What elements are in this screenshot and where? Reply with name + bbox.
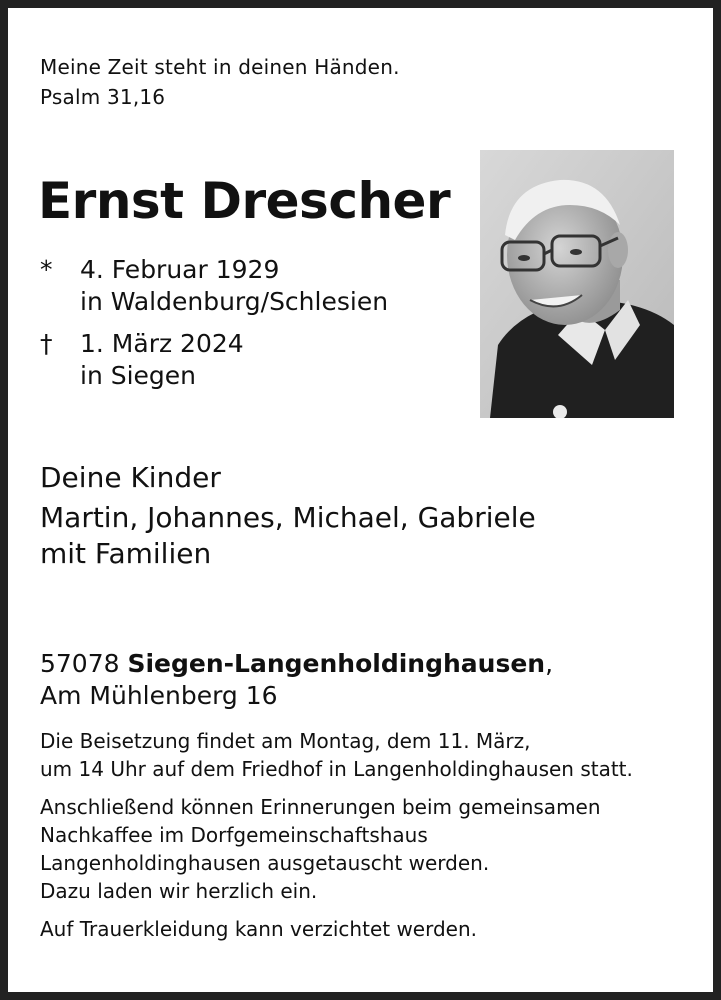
portrait-photo: [480, 150, 674, 418]
verse-reference: Psalm 31,16: [40, 85, 166, 109]
birth-date: 4. Februar 1929: [80, 255, 280, 284]
gathering-line-4: Dazu laden wir herzlich ein.: [40, 879, 318, 903]
mourners: [40, 460, 536, 572]
attire-note: Auf Trauerkleidung kann verzichtet werden.: [40, 917, 478, 941]
funeral-line-2: um 14 Uhr auf dem Friedhof in Langenholdinghausen statt.: [40, 757, 633, 781]
portrait-illustration: [480, 150, 674, 418]
families-line: mit Familien: [40, 537, 212, 570]
mourners-lead: Deine Kinder: [40, 461, 221, 494]
gathering-line-2: Nachkaffee im Dorfgemeinschaftshaus: [40, 823, 428, 847]
birth-info: [40, 254, 388, 318]
birth-place: in Waldenburg/Schlesien: [80, 287, 389, 316]
life-dates: [40, 254, 388, 392]
street-address: Am Mühlenberg 16: [40, 681, 278, 710]
gathering-line-3: Langenholdinghausen ausgetauscht werden.: [40, 851, 490, 875]
postal-code: 57078: [40, 649, 120, 678]
deceased-name: Ernst Drescher: [38, 172, 451, 230]
address-comma: ,: [545, 649, 554, 678]
city-name: Siegen-Langenholdinghausen: [127, 649, 546, 678]
birth-symbol: *: [40, 255, 53, 284]
funeral-paragraph: [40, 727, 633, 783]
death-symbol: †: [40, 329, 53, 358]
death-place: in Siegen: [80, 361, 197, 390]
death-info: [40, 328, 388, 392]
funeral-line-1: Die Beisetzung findet am Montag, dem 11. März,: [40, 729, 531, 753]
address-block: [40, 648, 553, 712]
bible-verse: [40, 52, 400, 112]
gathering-paragraph: [40, 793, 633, 905]
gathering-line-1: Anschließend können Erinnerungen beim gemeinsamen: [40, 795, 601, 819]
funeral-details: [40, 727, 633, 953]
children-names: Martin, Johannes, Michael, Gabriele: [40, 501, 536, 534]
verse-text: Meine Zeit steht in deinen Händen.: [40, 55, 400, 79]
death-date: 1. März 2024: [80, 329, 244, 358]
